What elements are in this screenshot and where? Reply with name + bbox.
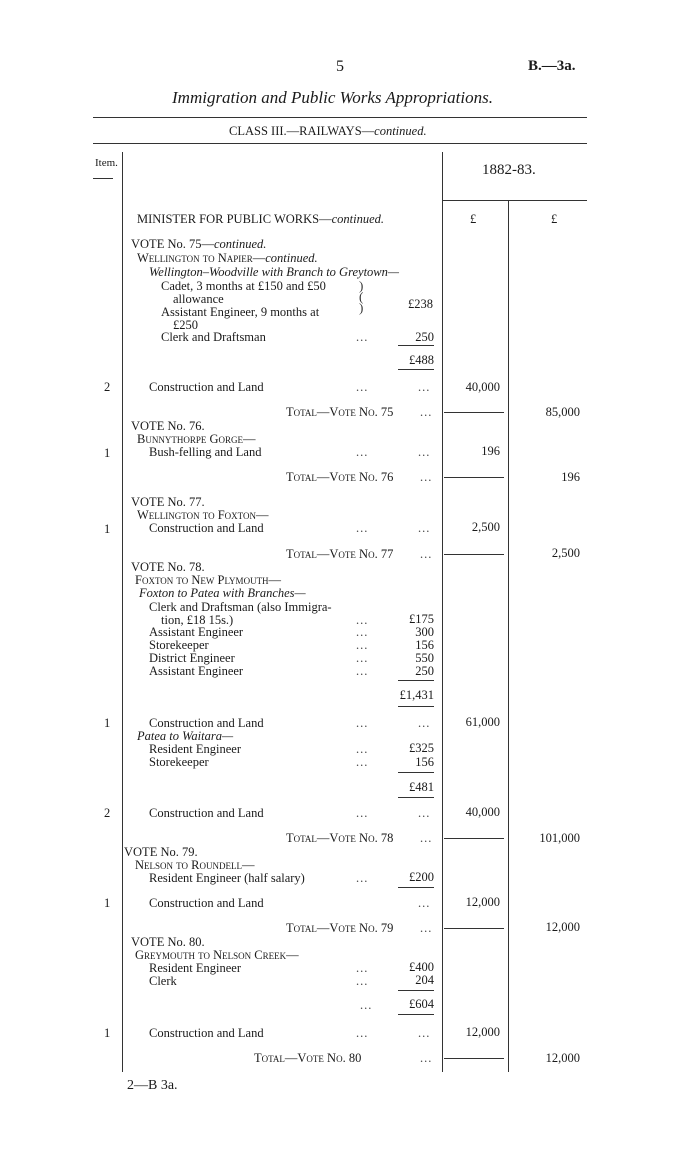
total-rule xyxy=(444,554,504,555)
vote-76-title: VOTE No. 76. xyxy=(131,419,205,433)
construction-entry: Construction and Land xyxy=(149,806,264,820)
subtotal-rule xyxy=(398,345,434,346)
dot-leader: ... xyxy=(420,470,433,484)
brace-mark: ) ( ) xyxy=(359,278,364,315)
amount-column-divider xyxy=(442,152,443,1072)
dot-leader: ... xyxy=(356,974,369,988)
total-rule xyxy=(444,477,504,478)
clerk-draftsman-amount: £175 xyxy=(409,612,434,626)
dot-leader: ... xyxy=(356,871,369,885)
construction-amount: 40,000 xyxy=(465,380,500,394)
dot-leader: ... xyxy=(420,405,433,419)
vote-75-branch: Wellington–Woodville with Branch to Greytown— xyxy=(149,265,399,279)
dot-leader: ... xyxy=(418,716,431,730)
bush-felling-entry: Bush-felling and Land xyxy=(149,445,262,459)
district-engineer-amount: 550 xyxy=(415,651,434,665)
vote-77-title: VOTE No. 77. xyxy=(131,495,205,509)
subtotal-rule xyxy=(398,680,434,681)
vote-79-total: 12,000 xyxy=(545,920,580,934)
vote-75-line: Wellington to Napier—continued. xyxy=(137,251,318,265)
item-number: 1 xyxy=(104,522,111,536)
resident-engineer-amount: £200 xyxy=(409,870,434,884)
item-column-header: Item. xyxy=(95,157,118,169)
dot-leader: ... xyxy=(356,651,369,665)
vote-80-line: Greymouth to Nelson Creek— xyxy=(135,948,299,962)
dot-leader: ... xyxy=(356,445,369,459)
vote-77-line: Wellington to Foxton— xyxy=(137,508,269,522)
dot-leader: ... xyxy=(356,521,369,535)
construction-amount: 12,000 xyxy=(465,895,500,909)
dot-leader: ... xyxy=(356,806,369,820)
dot-leader: ... xyxy=(418,445,431,459)
dot-leader: ... xyxy=(356,380,369,394)
dot-leader: ... xyxy=(418,806,431,820)
vote-75-subtotal: £488 xyxy=(409,353,434,367)
clerk-amount: 204 xyxy=(415,973,434,987)
subtotal-rule xyxy=(398,772,434,773)
total-column-divider xyxy=(508,200,509,1072)
construction-entry: Construction and Land xyxy=(149,521,264,535)
construction-amount: 40,000 xyxy=(465,805,500,819)
dot-leader: ... xyxy=(356,716,369,730)
total-rule xyxy=(444,838,504,839)
construction-amount: 2,500 xyxy=(471,520,500,534)
assistant-engineer-entry: Assistant Engineer xyxy=(149,664,244,678)
dot-leader: ... xyxy=(356,664,369,678)
dot-leader: ... xyxy=(420,921,433,935)
vote-79-line: Nelson to Roundell— xyxy=(135,858,255,872)
page-number: 5 xyxy=(336,58,344,75)
item-header-rule xyxy=(93,178,113,179)
subtotal-rule xyxy=(398,706,434,707)
signature-mark: 2—B 3a. xyxy=(127,1078,178,1093)
pound-sign-column-1: £ xyxy=(470,212,477,226)
bush-felling-amount: 196 xyxy=(481,444,500,458)
header-rule xyxy=(93,117,587,118)
vote-78-title: VOTE No. 78. xyxy=(131,560,205,574)
item-number: 1 xyxy=(104,716,111,730)
clerk-draftsman-entry: Clerk and Draftsman xyxy=(161,330,266,344)
patea-waitara-branch: Patea to Waitara— xyxy=(137,729,234,743)
dot-leader: ... xyxy=(418,1026,431,1040)
dot-leader: ... xyxy=(356,625,369,639)
vote-78-total-label: Total—Vote No. 78 xyxy=(286,831,394,845)
storekeeper-amount: 156 xyxy=(415,638,434,652)
dot-leader: ... xyxy=(356,638,369,652)
vote-77-total-label: Total—Vote No. 77 xyxy=(286,547,394,561)
dot-leader: ... xyxy=(418,521,431,535)
construction-entry: Construction and Land xyxy=(149,380,264,394)
year-header-rule xyxy=(442,200,587,201)
vote-78-subtotal-1: £1,431 xyxy=(399,688,434,702)
vote-80-title: VOTE No. 80. xyxy=(131,935,205,949)
dot-leader: ... xyxy=(420,1051,433,1065)
dot-leader: ... xyxy=(360,998,373,1012)
class-title: CLASS III.—RAILWAYS—continued. xyxy=(229,124,427,138)
subtotal-rule xyxy=(398,887,434,888)
vote-76-total-label: Total—Vote No. 76 xyxy=(286,470,394,484)
resident-engineer-entry: Resident Engineer xyxy=(149,961,241,975)
vote-80-subtotal: £604 xyxy=(409,997,434,1011)
document-reference: B.—3a. xyxy=(528,58,576,74)
vote-77-total: 2,500 xyxy=(551,546,580,560)
item-number: 2 xyxy=(104,806,111,820)
vote-78-branch: Foxton to Patea with Branches— xyxy=(139,586,306,600)
construction-amount: 61,000 xyxy=(465,715,500,729)
storekeeper-entry: Storekeeper xyxy=(149,755,209,769)
resident-engineer-entry: Resident Engineer xyxy=(149,742,241,756)
resident-engineer-amount: £325 xyxy=(409,741,434,755)
vote-79-title: VOTE No. 79. xyxy=(124,845,198,859)
subtotal-rule xyxy=(398,1014,434,1015)
vote-78-line: Foxton to New Plymouth— xyxy=(135,573,282,587)
subtotal-rule xyxy=(398,797,434,798)
subtotal-rule xyxy=(398,990,434,991)
vote-76-total: 196 xyxy=(561,470,580,484)
district-engineer-entry: District Engineer xyxy=(149,651,235,665)
vote-78-total: 101,000 xyxy=(539,831,580,845)
dot-leader: ... xyxy=(356,742,369,756)
vote-80-total: 12,000 xyxy=(545,1051,580,1065)
assistant-engineer-amount: 250 xyxy=(415,664,434,678)
total-rule xyxy=(444,928,504,929)
total-rule xyxy=(444,1058,504,1059)
dot-leader: ... xyxy=(356,755,369,769)
resident-engineer-amount: £400 xyxy=(409,960,434,974)
cadet-entry-cont: allowance xyxy=(173,292,224,306)
dot-leader: ... xyxy=(420,547,433,561)
vote-79-total-label: Total—Vote No. 79 xyxy=(286,921,394,935)
dot-leader: ... xyxy=(356,330,369,344)
cadet-entry: Cadet, 3 months at £150 and £50 xyxy=(161,279,326,293)
vote-75-title: VOTE No. 75—continued. xyxy=(131,237,267,251)
dot-leader: ... xyxy=(420,831,433,845)
construction-entry: Construction and Land xyxy=(149,1026,264,1040)
subtotal-rule xyxy=(398,369,434,370)
running-title: Immigration and Public Works Appropriations. xyxy=(172,88,493,107)
dot-leader: ... xyxy=(418,896,431,910)
vote-75-total-label: Total—Vote No. 75 xyxy=(286,405,394,419)
item-number: 1 xyxy=(104,896,111,910)
storekeeper-entry: Storekeeper xyxy=(149,638,209,652)
table-top-rule xyxy=(93,143,587,144)
year-header: 1882-83. xyxy=(482,162,536,178)
clerk-draftsman-entry: Clerk and Draftsman (also Immigra- xyxy=(149,600,332,614)
construction-entry: Construction and Land xyxy=(149,896,264,910)
vote-80-total-label: Total—Vote No. 80 xyxy=(254,1051,362,1065)
clerk-draftsman-entry-cont: tion, £18 15s.) xyxy=(161,613,234,627)
vote-75-total: 85,000 xyxy=(545,405,580,419)
construction-entry: Construction and Land xyxy=(149,716,264,730)
minister-heading: MINISTER FOR PUBLIC WORKS—continued. xyxy=(137,212,385,226)
assistant-engineer-entry-cont: £250 xyxy=(173,318,198,332)
clerk-draftsman-amount: 250 xyxy=(415,330,434,344)
storekeeper-amount: 156 xyxy=(415,755,434,769)
assistant-engineer-entry: Assistant Engineer, 9 months at xyxy=(161,305,320,319)
item-number: 1 xyxy=(104,446,111,460)
dot-leader: ... xyxy=(418,380,431,394)
resident-engineer-entry: Resident Engineer (half salary) xyxy=(149,871,305,885)
dot-leader: ... xyxy=(356,1026,369,1040)
item-number: 2 xyxy=(104,380,111,394)
brace-amount: £238 xyxy=(408,297,433,311)
vote-76-line: Bunnythorpe Gorge— xyxy=(137,432,256,446)
pound-sign-column-2: £ xyxy=(551,212,558,226)
clerk-entry: Clerk xyxy=(149,974,177,988)
item-column-divider xyxy=(122,152,123,1072)
assistant-engineer-amount: 300 xyxy=(415,625,434,639)
item-number: 1 xyxy=(104,1026,111,1040)
assistant-engineer-entry: Assistant Engineer xyxy=(149,625,244,639)
dot-leader: ... xyxy=(356,613,369,627)
dot-leader: ... xyxy=(356,961,369,975)
total-rule xyxy=(444,412,504,413)
vote-78-subtotal-2: £481 xyxy=(409,780,434,794)
construction-amount: 12,000 xyxy=(465,1025,500,1039)
